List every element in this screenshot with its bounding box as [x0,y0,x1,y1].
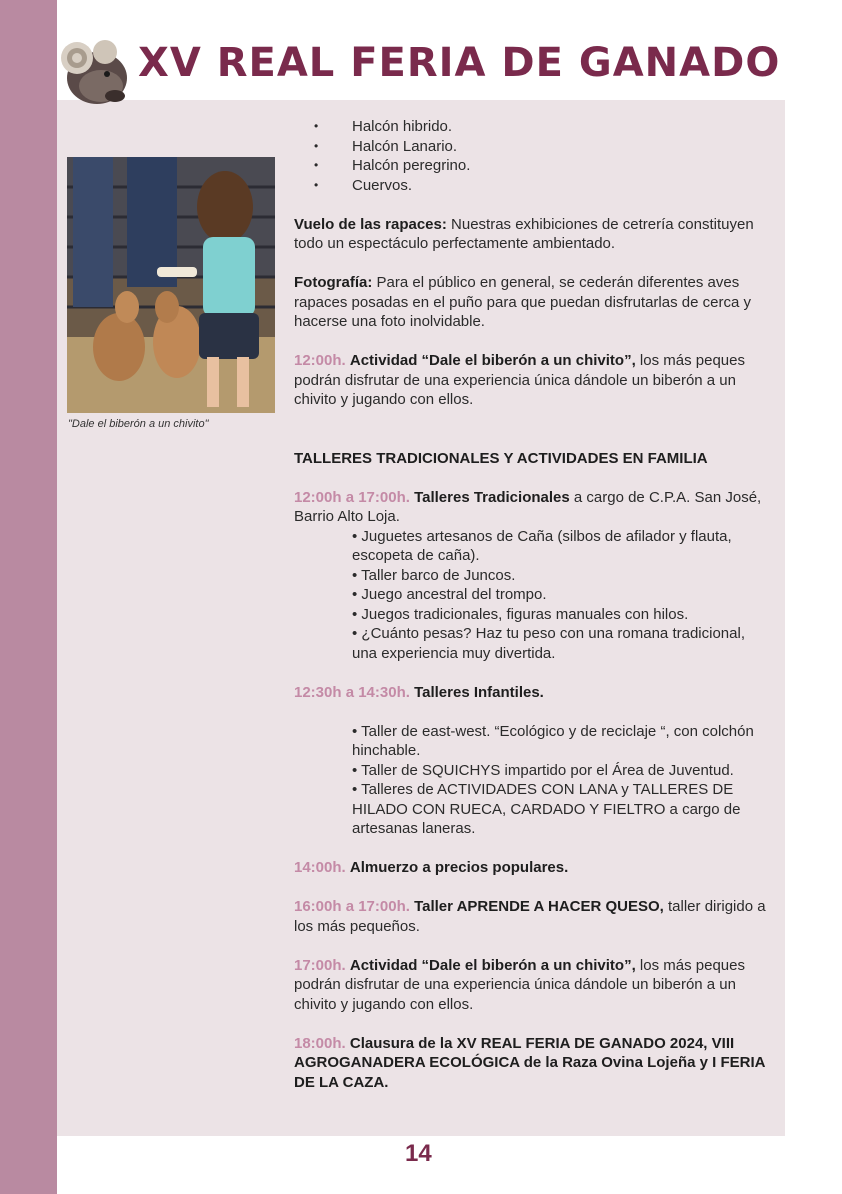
infantiles-list [352,722,772,839]
tradicionales-paragraph: 12:00h a 17:00h. Talleres Tradicionales a cargo de C.P.A. San José, Barrio Alto Loja. [294,488,762,525]
left-color-band [0,0,57,1194]
page-title: XV REAL FERIA DE GANADO [138,40,781,86]
talleres-heading: TALLERES TRADICIONALES Y ACTIVIDADES EN FAMILIA [294,449,708,467]
list-item: • Taller barco de Juncos. [352,566,516,584]
list-item: • Taller de east-west. “Ecológico y de reciclaje “, con colchón hinchable. [352,722,754,759]
list-item: • Halcón Lanario. [314,137,772,157]
almuerzo-paragraph: 14:00h. Almuerzo a precios populares. [294,859,569,876]
infantiles-paragraph: 12:30h a 14:30h. Talleres Infantiles. [294,683,544,701]
list-item: • Juego ancestral del trompo. [352,586,547,603]
list-item: • Juegos tradicionales, figuras manuales con hilos. [352,605,689,623]
list-item: • Juguetes artesanos de Caña (silbos de afilador y flauta, escopeta de caña). [352,527,732,564]
list-item: • Halcón peregrino. [314,156,772,176]
bird-list [314,117,772,195]
list-item: • ¿Cuánto pesas? Haz tu peso con una romana tradicional, una experiencia muy divertida. [352,625,745,662]
clausura-paragraph: 18:00h. Clausura de la XV REAL FERIA DE GANADO 2024, VIII AGROGANADERA ECOLÓGICA de la Raza Ovina Lojeña y I FERIA DE LA CAZA. [294,1034,765,1091]
goat-feeding-photo [67,157,275,413]
ram-head-icon [57,30,133,108]
vuelo-paragraph: Vuelo de las rapaces: Nuestras exhibiciones de cetrería constituyen todo un espectáculo perfectamente ambientado. [294,215,754,252]
foto-paragraph: Fotografía: Para el público en general, se cederán diferentes aves rapaces posadas en el puño para que puedan disfrutarlas de cerca y hacerse una foto inolvidable. [294,274,751,330]
list-item: • Halcón hibrido. [314,117,772,137]
list-item: • Taller de SQUICHYS impartido por el Área de Juventud. [352,761,734,779]
list-item: • Talleres de ACTIVIDADES CON LANA y TALLERES DE HILADO CON RUECA, CARDADO Y FIELTRO a cargo de artesanas laneras. [352,781,741,837]
chivito-paragraph-2: 17:00h. Actividad “Dale el biberón a un chivito”, los más peques podrán disfrutar de una experiencia única dándole un biberón a un chivito y jugando con ellos. [294,956,745,1013]
queso-paragraph: 16:00h a 17:00h. Taller APRENDE A HACER QUESO, taller dirigido a los más pequeños. [294,898,766,935]
list-item: • Cuervos. [314,176,772,196]
photo-caption: "Dale el biberón a un chivito" [68,418,209,430]
chivito-paragraph-1: 12:00h. Actividad “Dale el biberón a un chivito”, los más peques podrán disfrutar de una experiencia única dándole un biberón a un chivito y jugando con ellos. [294,352,745,408]
main-content [294,117,772,1092]
tradicionales-list [352,527,772,664]
page-number: 14 [405,1140,432,1167]
